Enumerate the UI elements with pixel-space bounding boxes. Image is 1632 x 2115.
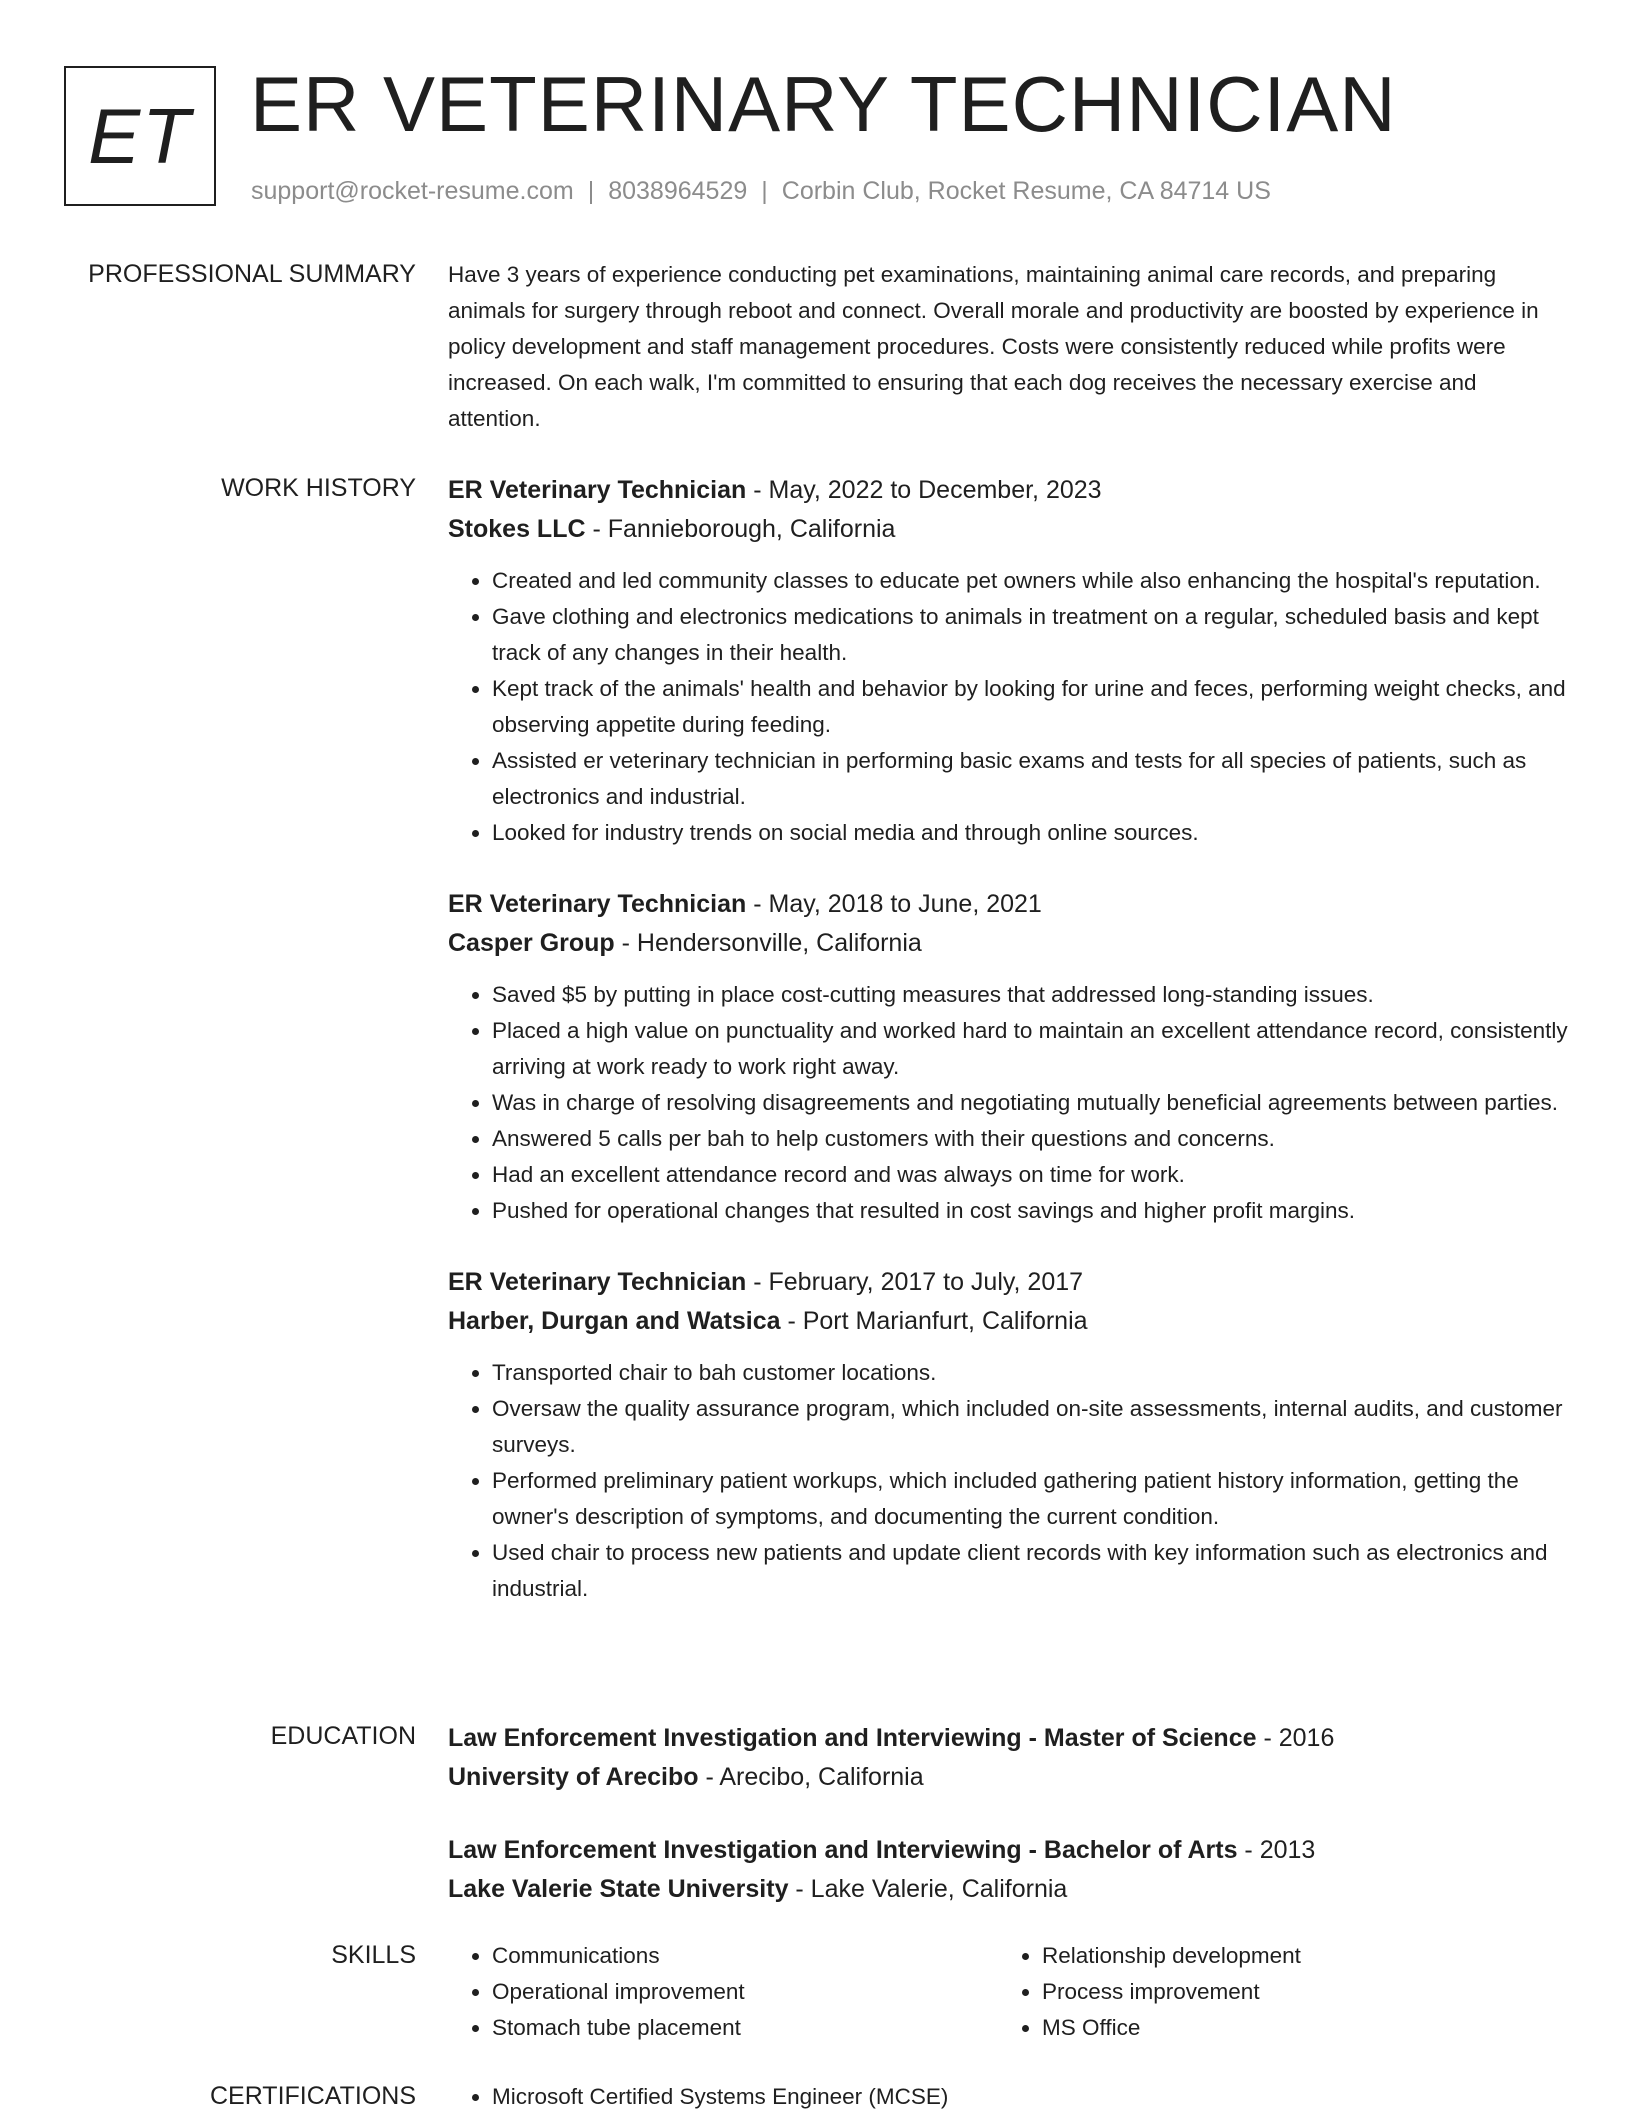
summary-text: Have 3 years of experience conducting pet examinations, maintaining animal care records, and preparing animals for surgery through reboot and connect. Overall morale and productivity are boosted by experience in policy development and staff management procedures. Costs were consistently reduced while profits were increased. On each walk, I'm committed to ensuring that each dog receives the necessary exercise and attention. bbox=[448, 262, 1539, 431]
job-bullet: • Used chair to process new patients and update client records with key information such as electronics and industrial. bbox=[492, 1535, 1568, 1607]
education-school-line bbox=[448, 1870, 1568, 1909]
job-company: Stokes LLC bbox=[448, 515, 586, 543]
contact-line bbox=[251, 174, 1271, 208]
job-bullet: • Answered 5 calls per bah to help customers with their questions and concerns. bbox=[492, 1121, 1568, 1157]
skills-body bbox=[448, 1938, 1568, 2046]
job-bullet: • Looked for industry trends on social media and through online sources. bbox=[492, 815, 1568, 851]
monogram-initials: ET bbox=[88, 91, 192, 180]
job-entry bbox=[448, 471, 1568, 851]
job-title: ER Veterinary Technician bbox=[448, 890, 747, 918]
job-bullet: • Assisted er veterinary technician in performing basic exams and tests for all species of patients, such as electronics and industrial. bbox=[492, 743, 1568, 815]
education-school: Lake Valerie State University bbox=[448, 1875, 789, 1903]
job-company-line bbox=[448, 1302, 1568, 1341]
job-location: - Hendersonville, California bbox=[614, 929, 922, 957]
section-label-work-history: WORK HISTORY bbox=[221, 474, 416, 502]
skills-list bbox=[448, 1938, 998, 2046]
skill-item: • Communications bbox=[492, 1938, 998, 1974]
job-dates: - May, 2022 to December, 2023 bbox=[746, 476, 1102, 504]
contact-separator: | bbox=[761, 177, 768, 205]
skill-item: • Operational improvement bbox=[492, 1974, 998, 2010]
education-degree: Law Enforcement Investigation and Interviewing - Bachelor of Arts bbox=[448, 1836, 1238, 1864]
section-label-summary: PROFESSIONAL SUMMARY bbox=[88, 260, 416, 288]
section-label-education: EDUCATION bbox=[270, 1722, 416, 1750]
job-entry bbox=[448, 1263, 1568, 1607]
education-school-line bbox=[448, 1758, 1568, 1797]
job-company-line bbox=[448, 924, 1568, 963]
education-entry bbox=[448, 1719, 1568, 1797]
job-bullet: • Gave clothing and electronics medications to animals in treatment on a regular, scheduled basis and kept track of any changes in their health. bbox=[492, 599, 1568, 671]
job-bullet: • Pushed for operational changes that resulted in cost savings and higher profit margins. bbox=[492, 1193, 1568, 1229]
job-bullets bbox=[448, 1355, 1568, 1607]
education-location: - Arecibo, California bbox=[698, 1763, 924, 1791]
contact-address: Corbin Club, Rocket Resume, CA 84714 US bbox=[781, 177, 1271, 205]
skill-item: • MS Office bbox=[1042, 2010, 1548, 2046]
education-school: University of Arecibo bbox=[448, 1763, 699, 1791]
section-label-certifications: CERTIFICATIONS bbox=[209, 2082, 416, 2110]
job-bullets bbox=[448, 977, 1568, 1229]
job-dates: - May, 2018 to June, 2021 bbox=[746, 890, 1042, 918]
job-bullet: • Was in charge of resolving disagreements and negotiating mutually beneficial agreements between parties. bbox=[492, 1085, 1568, 1121]
skills-grid bbox=[448, 1938, 1568, 2046]
education-degree-line bbox=[448, 1719, 1568, 1758]
job-entry bbox=[448, 885, 1568, 1229]
job-location: - Port Marianfurt, California bbox=[780, 1307, 1088, 1335]
job-bullet: • Created and led community classes to educate pet owners while also enhancing the hospital's reputation. bbox=[492, 563, 1568, 599]
job-dates: - February, 2017 to July, 2017 bbox=[746, 1268, 1084, 1296]
certifications-list bbox=[448, 2079, 998, 2115]
job-bullet: • Had an excellent attendance record and was always on time for work. bbox=[492, 1157, 1568, 1193]
job-bullet: • Kept track of the animals' health and behavior by looking for urine and feces, performing weight checks, and observing appetite during feeding. bbox=[492, 671, 1568, 743]
certifications-column bbox=[448, 2079, 998, 2115]
certification-item: • Microsoft Certified Systems Engineer (MCSE) bbox=[492, 2079, 998, 2115]
job-title-line bbox=[448, 1263, 1568, 1302]
job-bullets bbox=[448, 563, 1568, 851]
education-degree: Law Enforcement Investigation and Interviewing - Master of Science bbox=[448, 1724, 1257, 1752]
contact-separator: | bbox=[587, 177, 595, 205]
contact-phone: 8038964529 bbox=[608, 177, 748, 205]
job-bullet: • Placed a high value on punctuality and worked hard to maintain an excellent attendance record, consistently arriving at work ready to work right away. bbox=[492, 1013, 1568, 1085]
education-entry bbox=[448, 1831, 1568, 1909]
education-body bbox=[448, 1719, 1568, 1943]
job-title-line bbox=[448, 885, 1568, 924]
resume-title: ER VETERINARY TECHNICIAN bbox=[250, 60, 1397, 148]
education-degree-line bbox=[448, 1831, 1568, 1870]
work-history-body bbox=[448, 471, 1568, 1641]
job-company: Harber, Durgan and Watsica bbox=[448, 1307, 781, 1335]
job-company: Casper Group bbox=[448, 929, 615, 957]
section-label-skills: SKILLS bbox=[331, 1941, 416, 1969]
skills-column bbox=[998, 1938, 1548, 2046]
certifications-body bbox=[448, 2079, 1568, 2115]
job-bullet: • Saved $5 by putting in place cost-cutting measures that addressed long-standing issues. bbox=[492, 977, 1568, 1013]
education-year: - 2013 bbox=[1237, 1836, 1316, 1864]
summary-body bbox=[448, 257, 1568, 437]
job-location: - Fannieborough, California bbox=[585, 515, 896, 543]
job-bullet: • Performed preliminary patient workups, which included gathering patient history information, getting the owner's description of symptoms, and documenting the current condition. bbox=[492, 1463, 1568, 1535]
monogram-badge bbox=[64, 66, 216, 206]
education-location: - Lake Valerie, California bbox=[788, 1875, 1068, 1903]
skill-item: • Process improvement bbox=[1042, 1974, 1548, 2010]
job-title-line bbox=[448, 471, 1568, 510]
job-title: ER Veterinary Technician bbox=[448, 476, 747, 504]
skills-list bbox=[998, 1938, 1548, 2046]
skills-column bbox=[448, 1938, 998, 2046]
job-bullet: • Oversaw the quality assurance program, which included on-site assessments, internal audits, and customer surveys. bbox=[492, 1391, 1568, 1463]
job-bullet: • Transported chair to bah customer locations. bbox=[492, 1355, 1568, 1391]
skill-item: • Relationship development bbox=[1042, 1938, 1548, 1974]
skill-item: • Stomach tube placement bbox=[492, 2010, 998, 2046]
job-title: ER Veterinary Technician bbox=[448, 1268, 747, 1296]
education-year: - 2016 bbox=[1256, 1724, 1335, 1752]
contact-email: support@rocket-resume.com bbox=[251, 177, 574, 205]
job-company-line bbox=[448, 510, 1568, 549]
